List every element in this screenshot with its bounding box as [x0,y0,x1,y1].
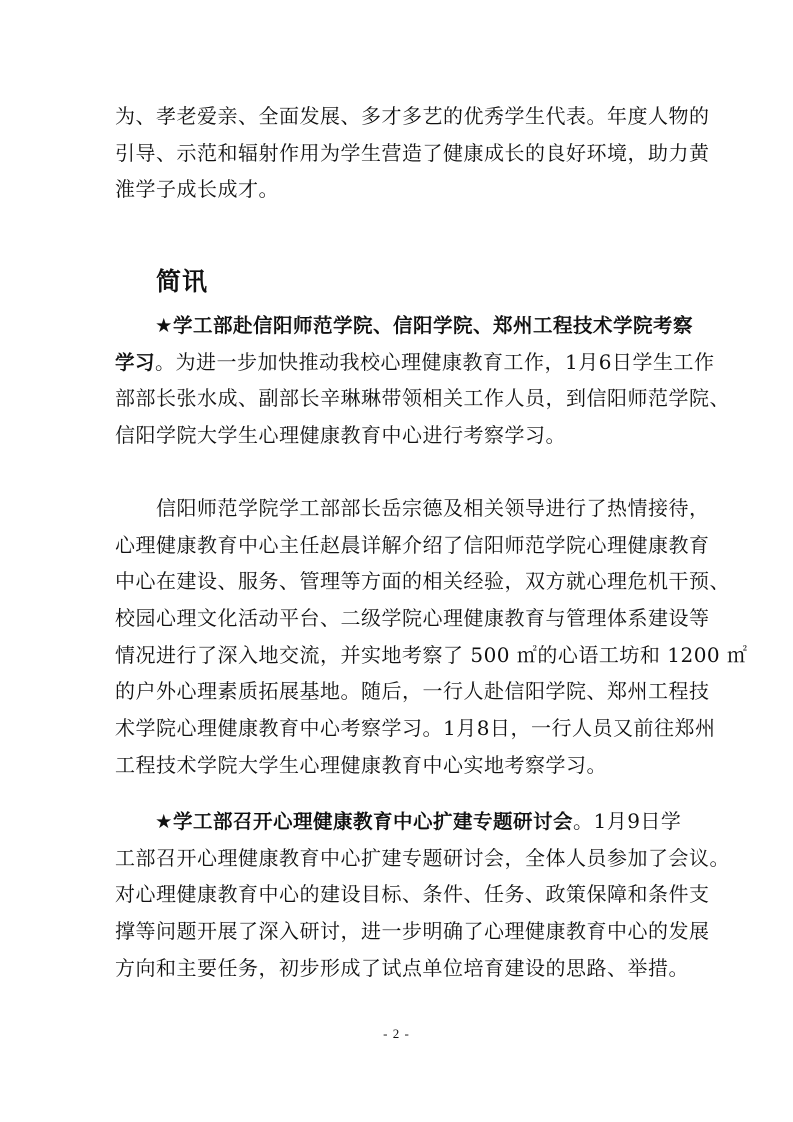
news-title-line [115,307,705,344]
paragraph-line: 对心理健康教育中心的建设目标、条件、任务、政策保障和条件支 [115,882,710,907]
paragraph-line: 工部召开心理健康教育中心扩建专题研讨会，全体人员参加了会议。 [115,845,730,870]
news-title-line [115,803,705,840]
news-item-2 [115,803,730,986]
paragraph-line: 术学院心理健康教育中心考察学习。1月8日，一行人员又前往郑州 [115,716,716,741]
paragraph-line: 引导、示范和辐射作用为学生营造了健康成长的良好环境，助力黄 [115,140,710,165]
paragraph-line: 方向和主要任务，初步形成了试点单位培育建设的思路、举措。 [115,955,689,980]
news-item-1 [115,307,730,454]
paragraph-line: 的户外心理素质拓展基地。随后，一行人赴信阳学院、郑州工程技 [115,679,710,704]
news-body-text: 。为进一步加快推动我校心理健康教育工作，1月6日学生工作 [155,349,715,374]
paragraph-line [115,344,715,381]
news-title: ★学工部赴信阳师范学院、信阳学院、郑州工程技术学院考察 [155,314,693,337]
news-body-text: 。1月9日学 [572,809,682,833]
paragraph-line: 撑等问题开展了深入研讨，进一步明确了心理健康教育中心的发展 [115,919,710,944]
paragraph-line: 工程技术学院大学生心理健康教育中心实地考察学习。 [115,752,607,777]
paragraph-line: 中心在建设、服务、管理等方面的相关经验，双方就心理危机干预、 [115,569,730,594]
paragraph-line: 为、孝老爱亲、全面发展、多才多艺的优秀学生代表。年度人物的 [115,104,710,128]
paragraph-line: 信阳师范学院学工部部长岳宗德及相关领导进行了热情接待， [115,496,710,520]
page-number: - 2 - [383,1026,410,1041]
paragraph-line: 淮学子成长成才。 [115,177,279,202]
news-title-continued: 学习 [115,350,156,374]
paragraph-line: 部部长张水成、副部长辛琳琳带领相关工作人员，到信阳师范学院、 [115,386,730,411]
news-item-1-paragraph-2 [115,490,748,784]
news-title: ★学工部召开心理健康教育中心扩建专题研讨会 [155,810,573,833]
paragraph-line: 情况进行了深入地交流，并实地考察了 500 ㎡的心语工坊和 1200 ㎡ [115,642,748,667]
paragraph-line: 信阳学院大学生心理健康教育中心进行考察学习。 [115,423,566,448]
section-heading: 简讯 [156,267,209,296]
paragraph-line: 心理健康教育中心主任赵晨详解介绍了信阳师范学院心理健康教育 [115,532,710,557]
intro-paragraph [115,98,710,208]
paragraph-line: 校园心理文化活动平台、二级学院心理健康教育与管理体系建设等 [115,606,710,631]
